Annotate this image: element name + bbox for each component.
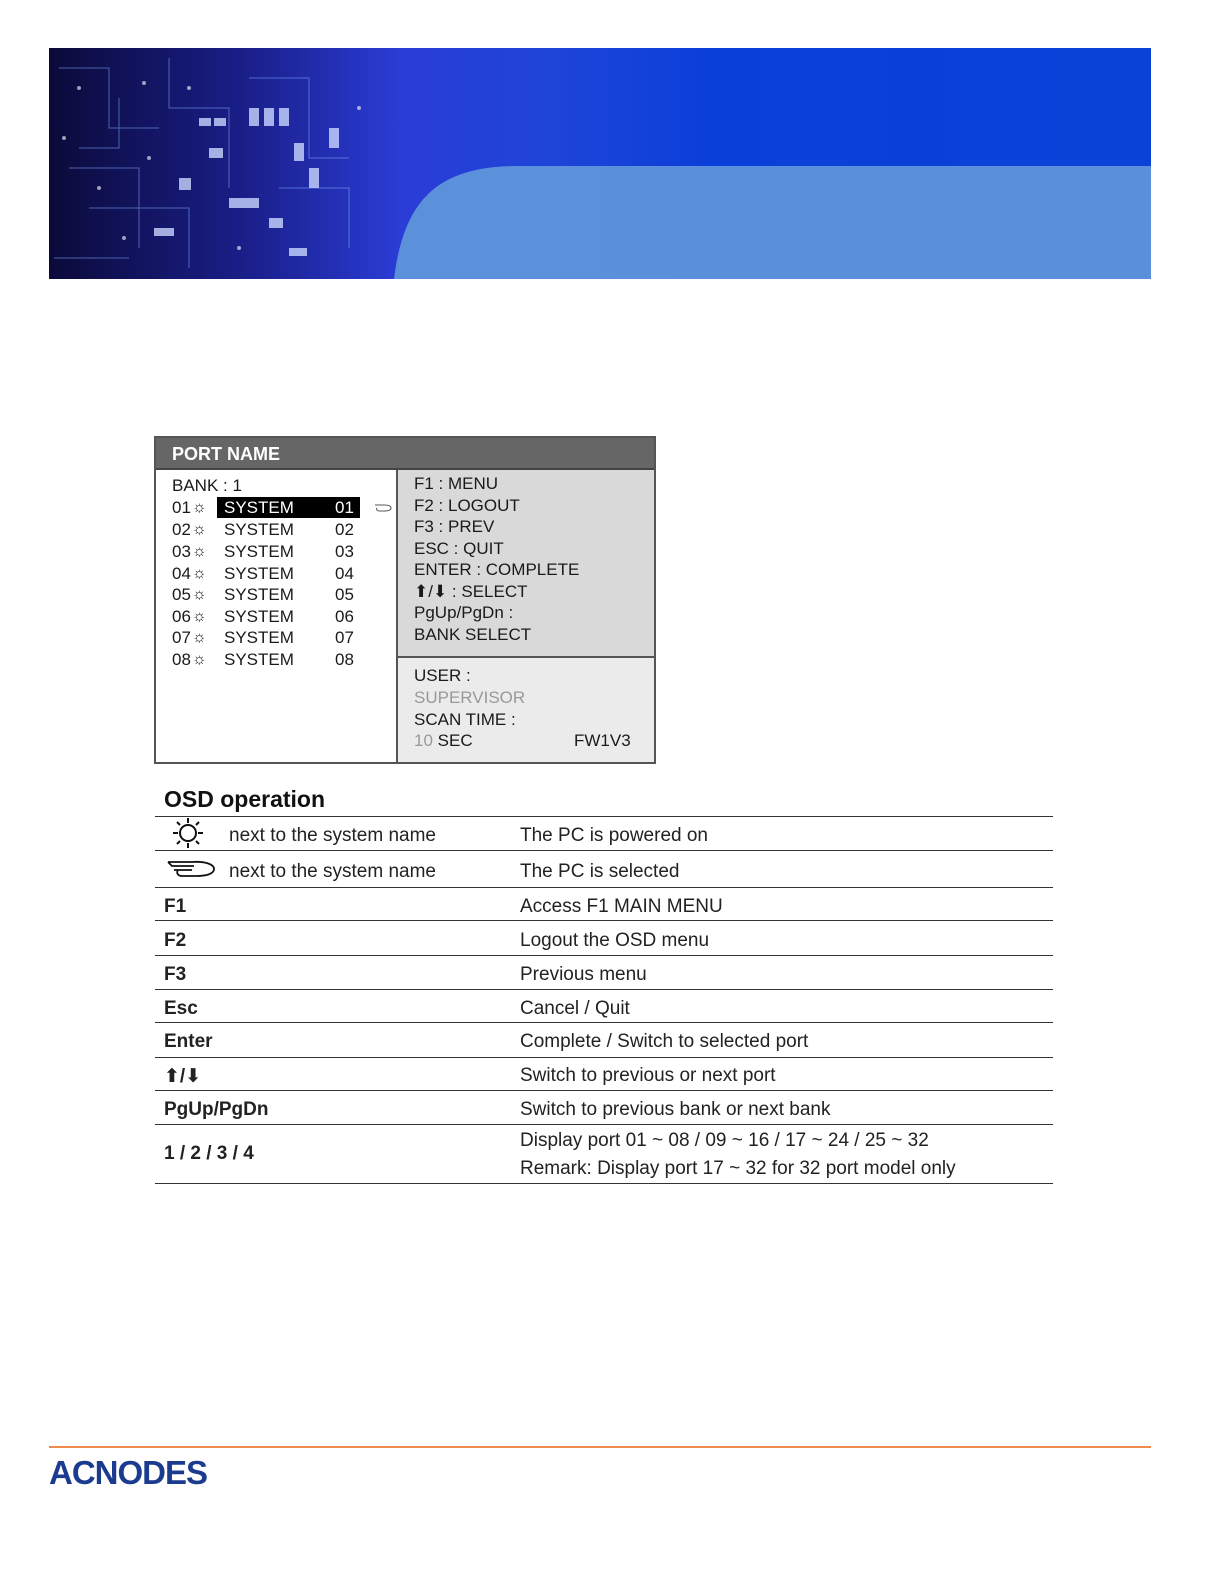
port-number: 07 <box>335 628 354 647</box>
table-rule <box>155 816 1053 817</box>
table-row-desc: Switch to previous bank or next bank <box>520 1099 831 1120</box>
table-rule <box>155 1022 1053 1023</box>
port-number: 01 <box>332 497 357 518</box>
table-rule <box>155 887 1053 888</box>
port-row[interactable] <box>172 606 392 627</box>
sun-icon: ☼ <box>192 608 207 625</box>
port-index: 04 <box>172 564 191 583</box>
hand-pointer-icon <box>374 502 392 512</box>
table-row-desc: Logout the OSD menu <box>520 930 710 951</box>
table-rule <box>155 955 1053 956</box>
system-name: SYSTEM <box>224 628 294 647</box>
table-rule <box>155 1057 1053 1058</box>
firmware-version: FW1V3 <box>574 731 631 750</box>
system-name: SYSTEM <box>224 564 294 583</box>
port-row[interactable] <box>172 563 392 584</box>
sun-icon: ☼ <box>192 629 207 646</box>
sun-icon: ☼ <box>192 543 207 560</box>
hotkey-f3: F3 : PREV <box>414 517 495 536</box>
table-row-key: Esc <box>164 998 198 1019</box>
bank-label: BANK : 1 <box>172 476 242 495</box>
port-number: 06 <box>335 607 354 626</box>
port-index: 07 <box>172 628 191 647</box>
user-value: SUPERVISOR <box>414 688 526 707</box>
table-row-desc: Previous menu <box>520 964 647 985</box>
port-row[interactable] <box>172 497 392 518</box>
table-rule <box>155 989 1053 990</box>
logo-text: ACNODES <box>49 1454 208 1488</box>
hotkey-esc: ESC : QUIT <box>414 539 504 558</box>
sun-icon: ☼ <box>192 651 207 668</box>
table-row-desc: Switch to previous or next port <box>520 1065 776 1086</box>
hotkey-arrows: ⬆/⬇ : SELECT <box>414 582 528 601</box>
port-row[interactable] <box>172 541 392 562</box>
table-row-desc: Complete / Switch to selected port <box>520 1031 809 1052</box>
footer-rule <box>49 1446 1151 1448</box>
table-row-key: PgUp/PgDn <box>164 1099 269 1120</box>
port-index: 03 <box>172 542 191 561</box>
port-index: 02 <box>172 520 191 539</box>
table-rule <box>155 1090 1053 1091</box>
user-label: USER : <box>414 666 471 685</box>
port-index: 05 <box>172 585 191 604</box>
scan-time-unit: SEC <box>432 731 473 750</box>
port-number: 05 <box>335 585 354 604</box>
port-index: 01 <box>172 498 191 517</box>
table-row-desc: The PC is selected <box>520 861 680 882</box>
sun-icon <box>170 817 206 849</box>
table-heading: OSD operation <box>164 786 326 812</box>
osd-screen <box>154 436 656 764</box>
system-name: SYSTEM <box>224 585 294 604</box>
table-row-key: next to the system name <box>229 825 436 846</box>
system-name: SYSTEM <box>224 650 294 669</box>
sun-icon: ☼ <box>192 521 207 538</box>
osd-title: PORT NAME <box>156 438 654 470</box>
table-row-key: F1 <box>164 896 187 917</box>
port-number: 04 <box>335 564 354 583</box>
table-row-desc: Cancel / Quit <box>520 998 630 1019</box>
hotkey-pgup-pgdn: PgUp/PgDn : <box>414 603 514 622</box>
scan-time-number: 10 <box>414 731 433 750</box>
acnodes-logo <box>49 1454 249 1488</box>
table-row-key: F3 <box>164 964 187 985</box>
table-rule <box>155 920 1053 921</box>
scan-time-value <box>414 731 473 751</box>
table-rule <box>155 850 1053 851</box>
hotkey-enter: ENTER : COMPLETE <box>414 560 580 579</box>
user-info-panel <box>398 658 654 762</box>
hotkey-f1: F1 : MENU <box>414 474 499 493</box>
table-row-key: Enter <box>164 1031 213 1052</box>
sun-icon: ☼ <box>192 565 207 582</box>
table-row-remark: Remark: Display port 17 ~ 32 for 32 port model only <box>520 1158 956 1179</box>
table-row-desc: The PC is powered on <box>520 825 708 846</box>
hand-pointer-icon <box>166 857 216 879</box>
system-name: SYSTEM <box>224 520 294 539</box>
sun-icon: ☼ <box>192 499 207 516</box>
table-row-key: 1 / 2 / 3 / 4 <box>164 1143 254 1164</box>
header-banner <box>49 48 1151 279</box>
system-name: SYSTEM <box>221 497 297 518</box>
port-row[interactable] <box>172 519 392 540</box>
hotkey-f2: F2 : LOGOUT <box>414 496 520 515</box>
hotkey-panel <box>398 470 654 658</box>
port-index: 08 <box>172 650 191 669</box>
port-row[interactable] <box>172 649 392 670</box>
table-row-desc: Display port 01 ~ 08 / 09 ~ 16 / 17 ~ 24 / 25 ~ 32 <box>520 1130 929 1151</box>
port-number: 03 <box>335 542 354 561</box>
circuit-board-image <box>49 48 1151 279</box>
sun-icon: ☼ <box>192 586 207 603</box>
table-row-desc: Access F1 MAIN MENU <box>520 896 723 917</box>
port-row[interactable] <box>172 627 392 648</box>
system-name: SYSTEM <box>224 607 294 626</box>
table-rule <box>155 1183 1053 1184</box>
port-index: 06 <box>172 607 191 626</box>
port-number: 08 <box>335 650 354 669</box>
scan-time-label: SCAN TIME : <box>414 710 516 729</box>
table-row-key: ⬆/⬇ <box>164 1066 202 1087</box>
port-list-panel <box>156 470 398 762</box>
table-rule <box>155 1124 1053 1125</box>
port-number: 02 <box>335 520 354 539</box>
hotkey-bank-select: BANK SELECT <box>414 625 532 644</box>
system-name: SYSTEM <box>224 542 294 561</box>
table-row-key: F2 <box>164 930 187 951</box>
port-row[interactable] <box>172 584 392 605</box>
table-row-key: next to the system name <box>229 861 436 882</box>
